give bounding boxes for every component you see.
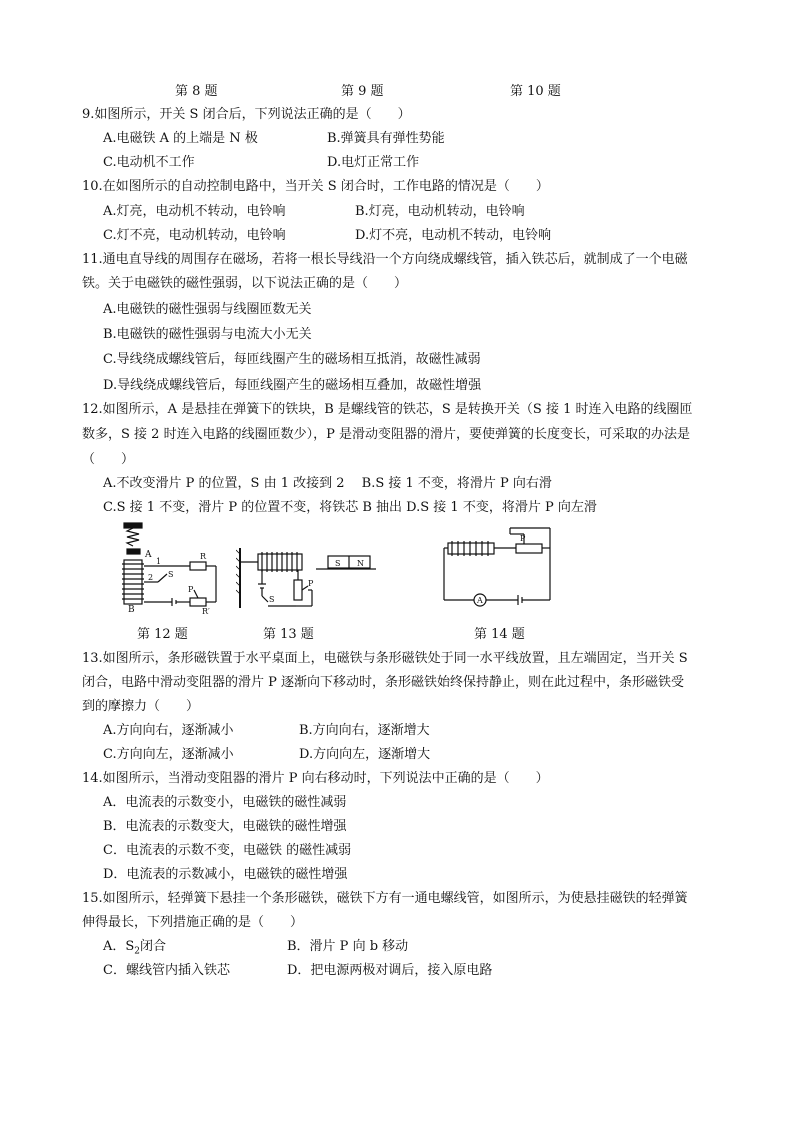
q14-option-b: B．电流表的示数变大，电磁铁的磁性增强 [103,819,347,834]
q9-option-a: A.电磁铁 A 的上端是 N 极 [103,131,258,146]
caption-fig-13: 第 13 题 [263,627,314,642]
fig12-label-2: 2 [148,573,154,582]
q9-stem: 9.如图所示，开关 S 闭合后，下列说法正确的是（ ） [82,107,411,122]
q15-option-d: D．把电源两极对调后，接入原电路 [287,963,493,978]
electromagnet-coil [258,554,302,570]
q10-option-b: B.灯亮，电动机转动，电铃响 [355,204,525,219]
q14-option-d: D．电流表的示数减小，电磁铁的磁性增强 [103,867,348,882]
fig-14-diagram [440,524,560,608]
q11-option-a: A.电磁铁的磁性强弱与线圈匝数无关 [103,302,312,317]
q13-option-c: C.方向向左，逐渐减小 [103,747,234,762]
electromagnet-14 [448,543,494,554]
q10-stem: 10.在如图所示的自动控制电路中，当开关 S 闭合时，工作电路的情况是（ ） [82,179,549,194]
q10-option-d: D.灯不亮，电动机不转动，电铃响 [355,228,552,243]
q13-stem-line-3: 到的摩擦力（ ） [82,699,200,714]
fig12-label-r-prime: R′ [202,607,210,614]
fig14-label-ammeter: A [477,596,483,605]
q12-stem-line-2: 数多，S 接 2 时连入电路的线圈匝数少），P 是滑动变阻器的滑片，要使弹簧的长度变长，可采取的办法是 [82,427,690,442]
q15-option-a [103,938,166,961]
solenoid [124,560,142,604]
fig12-label-p: P [188,585,194,594]
q15-option-b: B．滑片 P 向 b 移动 [287,939,409,954]
fig13-label-mag-s: S [335,559,341,568]
ceiling-support [124,523,142,528]
q14-stem: 14.如图所示，当滑动变阻器的滑片 P 向右移动时，下列说法中正确的是（ ） [82,771,549,786]
spring [127,528,139,546]
q15-stem-line-1: 15.如图所示，轻弹簧下悬挂一个条形磁铁，磁铁下方有一通电螺线管，如图所示，为使悬挂磁铁的轻弹簧 [82,891,688,906]
resistor-r [190,562,206,570]
switch-s [158,574,167,582]
fig14-label-p: P [520,534,526,543]
fig12-label-r: R [200,552,207,561]
q12-stem-line-1: 12.如图所示，A 是悬挂在弹簧下的铁块，B 是螺线管的铁芯，S 是转换开关（S 接 1 时连入电路的线圈匝 [82,402,693,417]
q13-option-d: D.方向向左，逐渐增大 [299,747,431,762]
q15-option-a-prefix: A．S [103,939,135,954]
slider-p [194,590,198,598]
q13-option-a: A.方向向右，逐渐减小 [103,723,234,738]
caption-fig-9: 第 9 题 [341,84,384,99]
q10-option-a: A.灯亮，电动机不转动，电铃响 [103,204,286,219]
q11-option-c: C.导线绕成螺线管后，每匝线圈产生的磁场相互抵消，故磁性减弱 [103,352,481,367]
q11-option-b: B.电磁铁的磁性强弱与电流大小无关 [103,327,312,342]
q14-option-c: C．电流表的示数不变，电磁铁 的磁性减弱 [103,843,352,858]
fig12-label-b: B [128,605,135,614]
fig12-label-1: 1 [156,557,162,566]
q15-option-a-subscript: 2 [134,946,141,957]
rheostat-13 [294,580,302,600]
caption-fig-12: 第 12 题 [137,627,188,642]
q11-stem-line-1: 11.通电直导线的周围存在磁场，若将一根长导线沿一个方向绕成螺线管，插入铁芯后，就制成了一个电磁 [82,252,688,267]
q15-stem-line-2: 伸得最长，下列措施正确的是（ ） [82,915,304,930]
q12-stem-line-3: （ ） [82,452,135,467]
q9-option-c: C.电动机不工作 [103,155,195,170]
q12-options-ab: A.不改变滑片 P 的位置，S 由 1 改接到 2 B.S 接 1 不变，将滑片 P 向右滑 [103,476,552,491]
q11-option-d: D.导线绕成螺线管后，每匝线圈产生的磁场相互叠加，故磁性增强 [103,378,482,393]
caption-fig-10: 第 10 题 [510,84,561,99]
fig-13-diagram [236,544,378,614]
caption-fig-8: 第 8 题 [175,84,218,99]
q12-options-cd: C.S 接 1 不变，滑片 P 的位置不变，将铁芯 B 抽出 D.S 接 1 不变，将滑片 P 向左滑 [103,500,597,515]
q15-option-c: C．螺线管内插入铁芯 [103,963,230,978]
q13-option-b: B.方向向右，逐渐增大 [299,723,430,738]
rheostat-r-prime [190,598,206,606]
fig12-label-a: A [145,550,152,560]
switch-s13 [262,596,268,602]
q14-option-a: A．电流表的示数变小，电磁铁的磁性减弱 [103,795,347,810]
iron-block-a [127,549,140,554]
q11-stem-line-2: 铁。关于电磁铁的磁性强弱，以下说法正确的是（ ） [82,276,408,291]
fig13-label-p: P [308,579,314,588]
fig-12-diagram [112,522,222,614]
q15-option-a-suffix: 闭合 [140,939,167,954]
fig13-label-s: S [269,595,275,604]
fig13-label-mag-n: N [357,559,364,568]
fig12-label-s: S [168,570,174,579]
rheostat-14 [516,544,542,553]
q9-option-b: B.弹簧具有弹性势能 [327,131,445,146]
caption-fig-14: 第 14 题 [474,627,525,642]
q13-stem-line-2: 闭合，电路中滑动变阻器的滑片 P 逐渐向下移动时，条形磁铁始终保持静止，则在此过程中，条形磁铁受 [82,675,685,690]
q13-stem-line-1: 13.如图所示，条形磁铁置于水平桌面上，电磁铁与条形磁铁处于同一水平线放置，且左端固定，当开关 S [82,651,688,666]
q10-option-c: C.灯不亮，电动机转动，电铃响 [103,228,286,243]
q9-option-d: D.电灯正常工作 [327,155,420,170]
